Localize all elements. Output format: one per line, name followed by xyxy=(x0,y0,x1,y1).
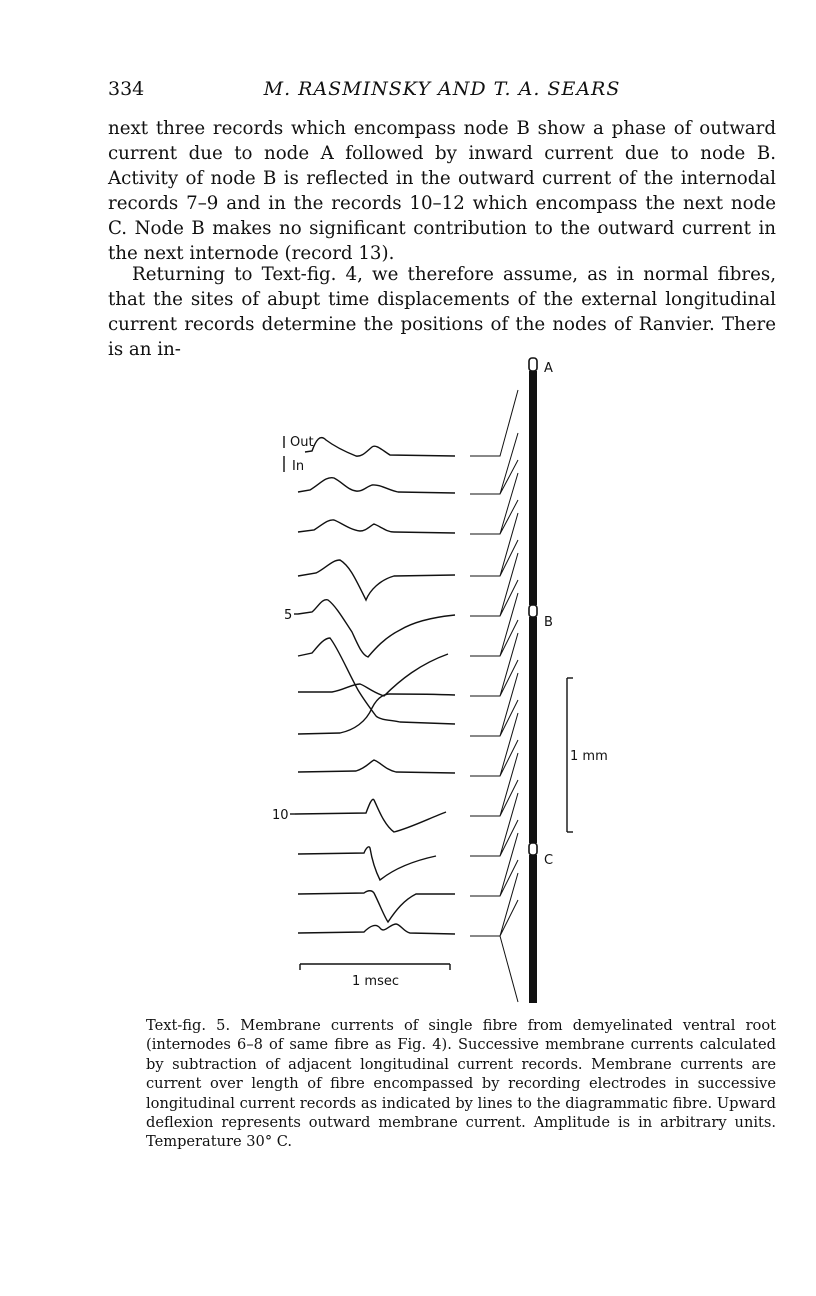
page-number: 334 xyxy=(108,78,145,100)
trace-12 xyxy=(298,891,455,922)
trace-11 xyxy=(298,847,436,880)
trace-1 xyxy=(305,438,455,457)
node-label-b: B xyxy=(544,615,553,630)
trace-10 xyxy=(295,799,446,832)
trace-8 xyxy=(298,694,455,734)
length-scale-label: 1 mm xyxy=(570,749,608,764)
node-label-a: A xyxy=(544,361,553,376)
trace-6 xyxy=(298,638,455,724)
body-paragraph-1: next three records which encompass node B show a phase of outward current due to node A followed by inward current due to node B. Activity of node B is reflected in the outward current of the internodal records 7–9 and in the records 10–12 which encompass the next node C. Node B makes no significant contribution to the outward current in the next internode (record 13). xyxy=(108,118,776,264)
fibre-diagram xyxy=(529,358,537,1003)
in-label: In xyxy=(292,459,305,474)
trace-3 xyxy=(298,520,455,533)
out-label: Out xyxy=(290,435,314,450)
trace-4 xyxy=(298,560,455,600)
trace-2 xyxy=(298,478,455,493)
time-scale-label: 1 msec xyxy=(352,974,399,989)
figure-caption: Text-fig. 5. Membrane currents of single fibre from demyelinated ventral root (internodes 6–8 of same fibre as Fig. 4). Successive membrane currents calculated by subtraction of adjacent longitudinal current records. Membrane currents are current over length of fibre encompassed by recording electrodes in successive longitudinal current records as indicated by lines to the diagrammatic fibre. Upward deflexion represents outward membrane current. Amplitude is in arbitrary units. Temperature 30° C. xyxy=(146,1017,776,1151)
record-label-10: 10 xyxy=(272,808,289,823)
trace-9 xyxy=(298,760,455,773)
trace-7 xyxy=(298,654,448,696)
body-paragraph-2: Returning to Text-fig. 4, we therefore assume, as in normal fibres, that the sites of abupt time displacements of the external longitudinal current records determine the positions of the nodes of Ranvier. There is an in- xyxy=(108,264,776,360)
node-label-c: C xyxy=(544,853,554,868)
trace-13 xyxy=(298,924,455,934)
running-head: M. RASMINSKY AND T. A. SEARS xyxy=(263,78,621,100)
trace-5 xyxy=(298,600,455,657)
record-label-5: 5 xyxy=(284,608,293,623)
